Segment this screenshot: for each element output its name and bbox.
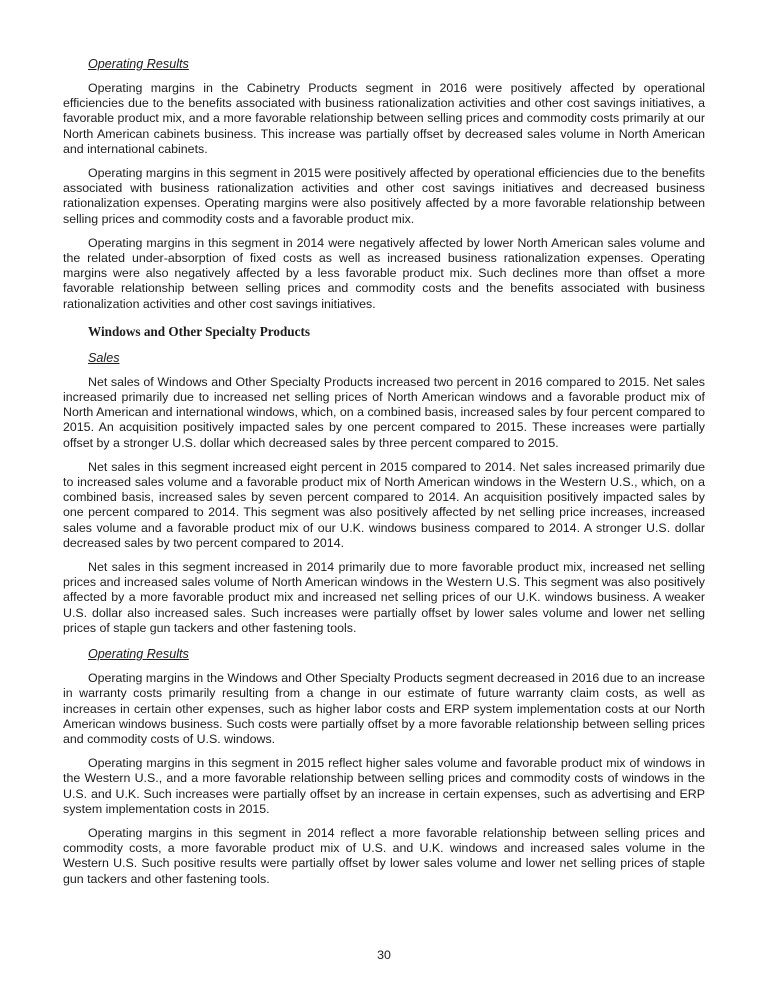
heading-windows-operating-results-text: Operating Results	[88, 647, 189, 662]
heading-windows-section: Windows and Other Specialty Products	[88, 323, 311, 339]
paragraph-windows-sales-2014: Net sales in this segment increased in 2014 primarily due to more favorable product mix, increased net selling prices and increased sales volume of North American windows in the Western U.S. This segment was also positively affected by a more favorable product mix and increased net selling prices of our U.K. windows business. A weaker U.S. dollar also increased sales. Such increases were partially offset by lower sales volume and lower net selling prices of staple gun tackers and other fastening tools.	[63, 560, 705, 635]
paragraph-cabinetry-operating-2016: Operating margins in the Cabinetry Products segment in 2016 were positively affected by operational efficiencies due to the benefits associated with business rationalization activities and other cost savings initiatives, a favorable product mix, and a more favorable relationship between selling prices and commodity costs primarily at our North American cabinets business. This increase was partially offset by decreased sales volume in North American and international cabinets.	[63, 81, 705, 156]
paragraph-windows-sales-2016: Net sales of Windows and Other Specialty Products increased two percent in 2016 compared to 2015. Net sales increased primarily due to increased net selling prices of North American windows and a favorable product mix of North American and international windows, which, on a combined basis, increased sales by four percent compared to 2015. An acquisition positively impacted sales by one percent compared to 2015. These increases were partially offset by a stronger U.S. dollar which decreased sales by three percent compared to 2015.	[63, 374, 705, 450]
page-number: 30	[377, 948, 391, 962]
heading-cabinetry-operating-results-text: Operating Results	[88, 57, 189, 71]
heading-cabinetry-operating-results	[63, 57, 705, 71]
paragraph-windows-operating-2014: Operating margins in this segment in 2014 reflect a more favorable relationship between selling prices and commodity costs, a more favorable product mix of U.S. and U.K. windows and increased sales volume in the Western U.S. Such positive results were partially offset by lower sales volume and lower net selling prices of staple gun tackers and other fastening tools.	[63, 825, 705, 886]
paragraph-cabinetry-operating-2014: Operating margins in this segment in 2014 were negatively affected by lower North American sales volume and the related under-absorption of fixed costs as well as increased business rationalization expenses. Operating margins were also negatively affected by a less favorable product mix. Such declines more than offset a more favorable relationship between selling prices and commodity costs and the benefits associated with business rationalization activities and other cost savings initiatives.	[63, 235, 705, 311]
paragraph-windows-sales-2015: Net sales in this segment increased eight percent in 2015 compared to 2014. Net sales increased primarily due to increased sales volume and a favorable product mix of North American windows in the Western U.S., which, on a combined basis, increased sales by seven percent compared to 2014. An acquisition positively impacted sales by one percent compared to 2014. This segment was also positively affected by net selling price increases, increased sales volume and a favorable product mix of our U.K. windows business compared to 2014. A stronger U.S. dollar decreased sales by two percent compared to 2014.	[63, 459, 705, 550]
paragraph-windows-operating-2016: Operating margins in the Windows and Other Specialty Products segment decreased in 2016 due to an increase in warranty costs primarily resulting from a change in our estimate of future warranty claim costs, as well as increases in certain other expenses, such as higher labor costs and ERP system implementation costs at our North American windows business. Such costs were partially offset by a more favorable relationship between selling prices and commodity costs of U.S. windows.	[63, 671, 705, 746]
paragraph-cabinetry-operating-2015: Operating margins in this segment in 2015 were positively affected by operational efficiencies due to the benefits associated with business rationalization activities and other cost savings initiatives and decreased business rationalization expenses. Operating margins were also positively affected by a more favorable relationship between selling prices and commodity costs and a favorable product mix.	[63, 166, 705, 226]
heading-windows-sales-text: Sales	[88, 350, 120, 365]
heading-windows-operating-results	[63, 647, 705, 661]
heading-windows-sales	[63, 351, 705, 365]
paragraph-windows-operating-2015: Operating margins in this segment in 2015 reflect higher sales volume and favorable product mix of windows in the Western U.S., and a more favorable relationship between selling prices and commodity costs of windows in the U.S. and U.K. Such increases were partially offset by an increase in certain expenses, such as advertising and ERP system implementation costs in 2015.	[63, 756, 705, 816]
